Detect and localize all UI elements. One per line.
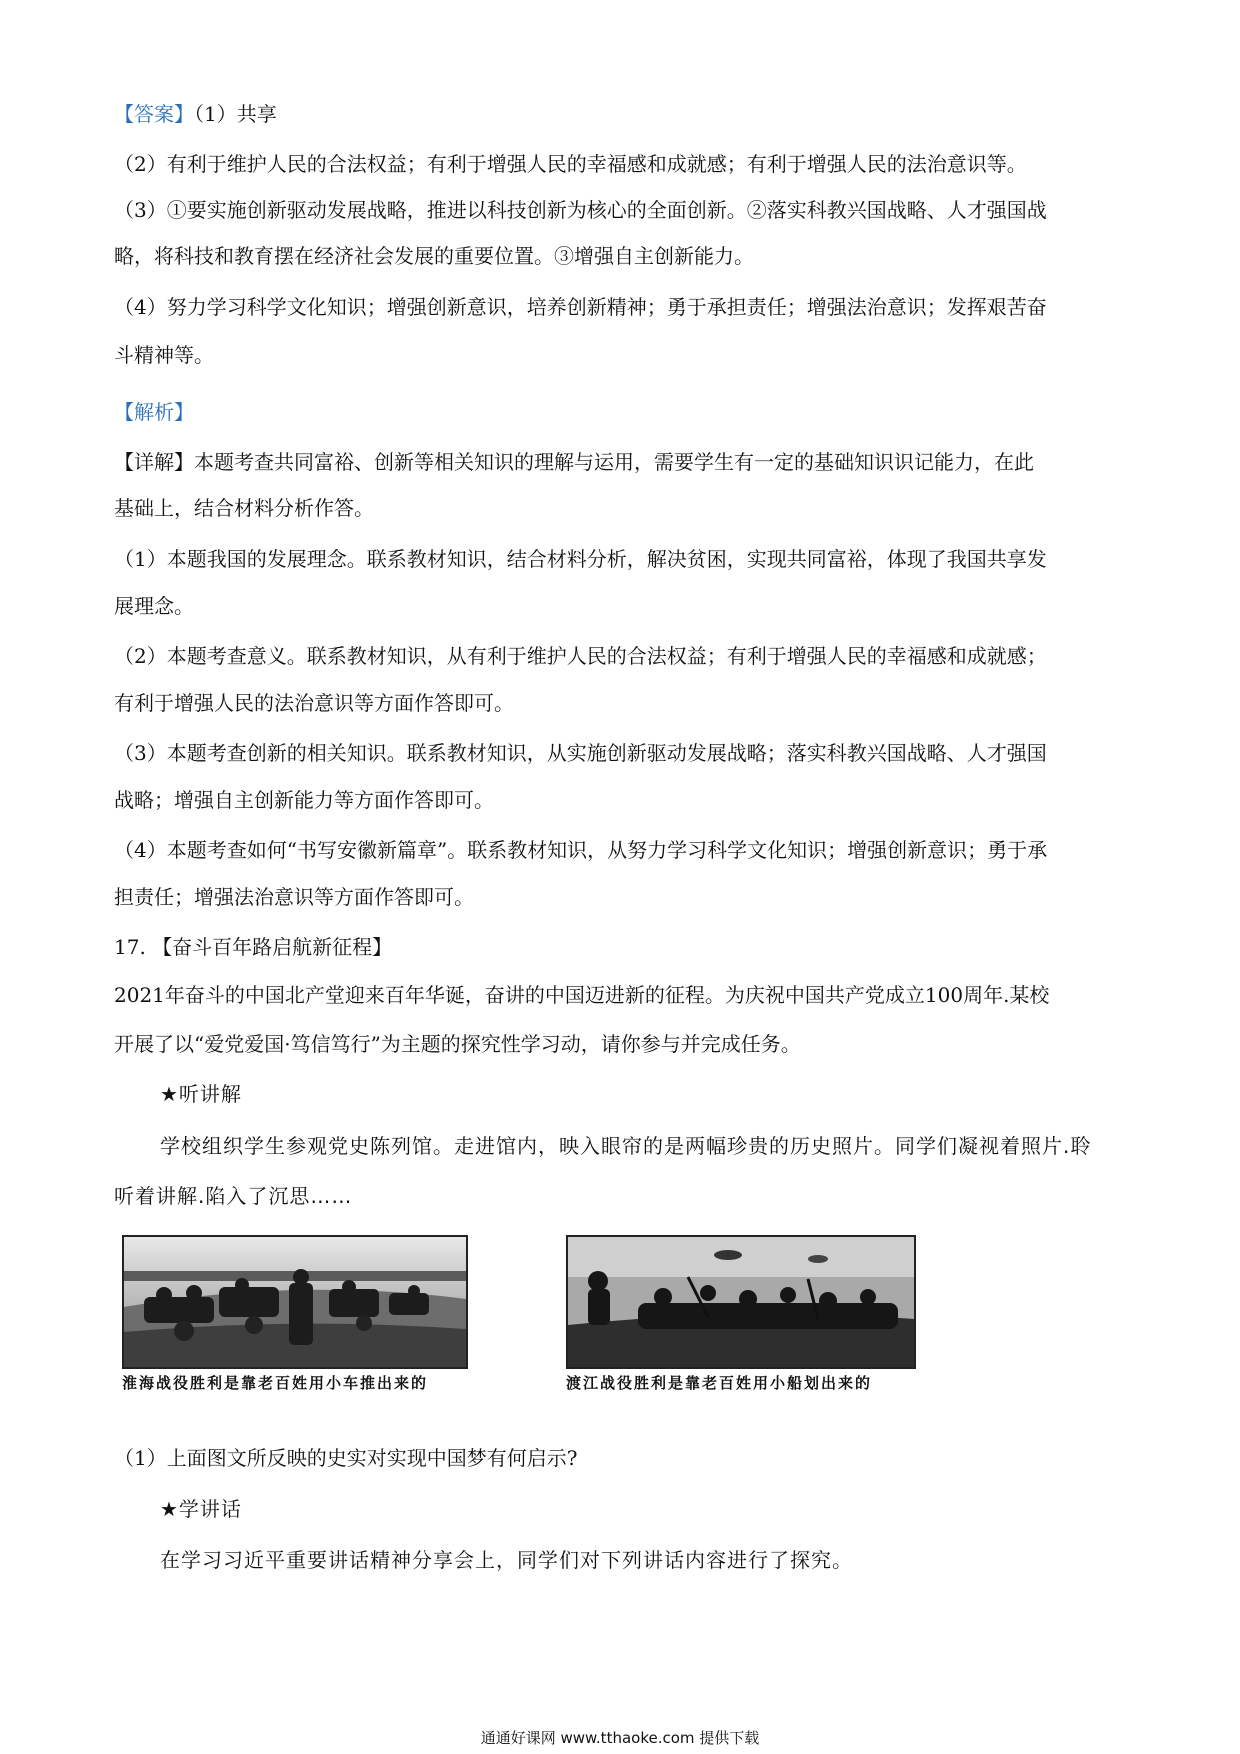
q17-s1-b: 听着讲解.陷入了沉思…… bbox=[114, 1184, 353, 1208]
analysis-q3a: （3）本题考查创新的相关知识。联系教材知识，从实施创新驱动发展战略；落实科教兴国战略、人才强国 bbox=[114, 741, 1047, 765]
q17-heading: 17. 【奋斗百年路启航新征程】 bbox=[114, 935, 393, 959]
q17-s2-a: 在学习习近平重要讲话精神分享会上，同学们对下列讲话内容进行了探究。 bbox=[160, 1548, 853, 1572]
yangtze-crossing-photo bbox=[566, 1235, 916, 1369]
answer-p3b: 略，将科技和教育摆在经济社会发展的重要位置。③增强自主创新能力。 bbox=[114, 244, 754, 268]
analysis-tag: 【解析】 bbox=[114, 400, 194, 424]
analysis-d1a: 【详解】本题考查共同富裕、创新等相关知识的理解与运用，需要学生有一定的基础知识识记能力，在此 bbox=[114, 450, 1034, 474]
q17-section-speech: ★学讲话 bbox=[160, 1497, 242, 1521]
page-footer: 通通好课网 www.tthaoke.com 提供下载 bbox=[480, 1729, 760, 1747]
q17-intro-a: 2021年奋斗的中国北产堂迎来百年华诞，奋讲的中国迈进新的征程。为庆祝中国共产党成立100周年.某校 bbox=[114, 983, 1050, 1007]
analysis-q2b: 有利于增强人民的法治意识等方面作答即可。 bbox=[114, 691, 514, 715]
q17-question-1: （1）上面图文所反映的史实对实现中国梦有何启示? bbox=[114, 1446, 578, 1470]
answer-p4b: 斗精神等。 bbox=[114, 343, 214, 367]
analysis-q2a: （2）本题考查意义。联系教材知识，从有利于维护人民的合法权益；有利于增强人民的幸福感和成就感； bbox=[114, 644, 1047, 668]
caption-yangtze: 渡江战役胜利是靠老百姓用小船划出来的 bbox=[566, 1374, 873, 1392]
analysis-q1b: 展理念。 bbox=[114, 594, 194, 618]
answer-line-1 bbox=[114, 100, 1128, 128]
q17-s1-a: 学校组织学生参观党史陈列馆。走进馆内，映入眼帘的是两幅珍贵的历史照片。同学们凝视着照片.聆 bbox=[160, 1134, 1092, 1158]
answer-tag: 【答案】 bbox=[114, 102, 194, 126]
boat-photo-image bbox=[568, 1237, 914, 1367]
q17-section-listen: ★听讲解 bbox=[160, 1082, 242, 1106]
answer-p2: （2）有利于维护人民的合法权益；有利于增强人民的幸福感和成就感；有利于增强人民的法治意识等。 bbox=[114, 152, 1027, 176]
answer-p1: （1）共享 bbox=[194, 102, 277, 126]
cart-photo-image bbox=[124, 1237, 466, 1367]
analysis-q4a: （4）本题考查如何“书写安徽新篇章”。联系教材知识，从努力学习科学文化知识；增强创新意识；勇于承 bbox=[114, 838, 1048, 862]
analysis-q1a: （1）本题我国的发展理念。联系教材知识，结合材料分析，解决贫困，实现共同富裕，体现了我国共享发 bbox=[114, 547, 1047, 571]
analysis-q3b: 战略；增强自主创新能力等方面作答即可。 bbox=[114, 788, 494, 812]
analysis-q4b: 担责任；增强法治意识等方面作答即可。 bbox=[114, 885, 474, 909]
analysis-d1b: 基础上，结合材料分析作答。 bbox=[114, 496, 374, 520]
answer-p3a: （3）①要实施创新驱动发展战略，推进以科技创新为核心的全面创新。②落实科教兴国战略、人才强国战 bbox=[114, 198, 1047, 222]
huaihai-campaign-photo bbox=[122, 1235, 468, 1369]
caption-huaihai: 淮海战役胜利是靠老百姓用小车推出来的 bbox=[122, 1374, 429, 1392]
answer-p4a: （4）努力学习科学文化知识；增强创新意识，培养创新精神；勇于承担责任；增强法治意识；发挥艰苦奋 bbox=[114, 295, 1047, 319]
q17-intro-b: 开展了以“爱党爱国·笃信笃行”为主题的探究性学习动，请你参与并完成任务。 bbox=[114, 1032, 801, 1056]
